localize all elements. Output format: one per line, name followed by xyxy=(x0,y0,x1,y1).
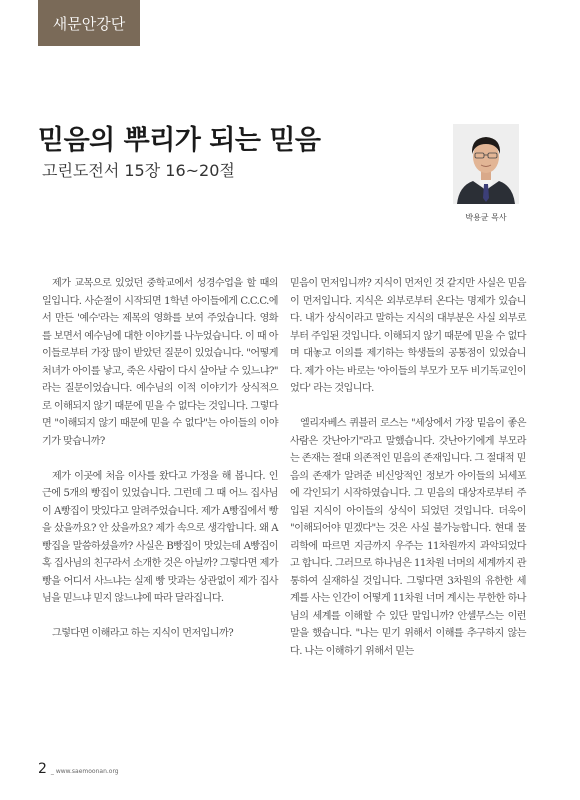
body-column-left xyxy=(42,275,278,643)
scripture-reference: 고린도전서 15장 16~20절 xyxy=(42,161,235,180)
page-number: 2 xyxy=(38,761,47,777)
body-column-right xyxy=(290,275,526,660)
paragraph: 엘리자베스 퀴블러 로스는 "세상에서 가장 밑음이 좋은 사람은 갓난아기"라고 말했습니다. 갓난아기에게 부모라는 존재는 절대 의존적인 믿음의 존재입니다. 그 절대적 믿음의 존재가 알려준 비신앙적인 정보가 아이들의 뇌세포에 각인되기 시작하였습니다. 그 믿음의 대상자로부터 주입된 지식이 아이들의 상식이 되었던 것입니다. 더욱이 "이해되어야 믿겠다"는 것은 사실 불가능합니다. 현대 물리학에 따르면 지금까지 우주는 11차원까지 과악되었다고 합니다. 그러므로 하나님은 11차원 너머의 세계까지 관통하여 실재하실 것입니다. 그렇다면 3차원의 유한한 세계를 사는 인간이 어떻게 11차원 너머 계시는 무한한 하나님의 세계를 이해할 수 있단 말입니까? 안셀무스는 이런 말을 했습니다. "나는 믿기 위해서 이해를 추구하지 않는다. 나는 이해하기 위해서 믿는 xyxy=(290,418,526,657)
author-name: 박용균 목사 xyxy=(465,213,507,222)
section-tab: 새문안강단 xyxy=(38,0,140,46)
page-footer xyxy=(38,761,119,777)
sermon-title: 믿음의 뿌리가 되는 믿음 xyxy=(38,125,321,156)
paragraph: 제가 교목으로 있었던 중학교에서 성경수업을 할 때의 일입니다. 사순절이 시작되면 1학년 아이들에게 C.C.C.에서 만든 '예수'라는 제목의 영화를 보여 주었습니다. 영화를 보면서 예수님에 대한 이야기를 나누었습니다. 이 때 아이들로부터 가장 많이 받았던 질문이 있었습니다. "어떻게 처녀가 아이를 낳고, 죽은 사람이 다시 살아날 수 있느냐?" 라는 질문이었습니다. 예수님의 이적 이야기가 상식적으로 이해되지 않기 때문에 믿을 수 없다는 것입니다. 그렇다면 "이해되지 않기 때문에 믿을 수 없다"는 아이들의 이야기가 맞습니까? xyxy=(42,278,278,447)
paragraph: 그렇다면 이해라고 하는 지식이 먼저입니까? xyxy=(52,628,234,639)
footer-url: _ www.saemoonan.org xyxy=(50,768,119,775)
author-portrait xyxy=(453,124,519,204)
paragraph: 제가 이곳에 처음 이사를 왔다고 가정을 해 봅니다. 인근에 5개의 빵집이 있었습니다. 그런데 그 때 어느 집사님이 A빵집이 맛있다고 알려주었습니다. 제가 A빵집에서 빵을 샀을까요? 안 샀을까요? 제가 속으로 생각합니다. 왜 A빵집을 말씀하셨을까? 사실은 B빵집이 맛있는데 A빵집이 혹 집사님의 친구라서 소개한 것은 아닐까? 그렇다면 제가 빵을 어디서 사느냐는 실제 빵 맛과는 상관없이 제가 집사님을 믿느냐 믿지 않느냐에 따라 달라집니다. xyxy=(42,470,278,604)
paragraph: 믿음이 먼저입니까? 지식이 먼저인 것 같지만 사실은 믿음이 먼저입니다. 지식은 외부로부터 온다는 명제가 있습니다. 내가 상식이라고 말하는 지식의 대부분은 사실 외부로부터 주입된 것입니다. 이해되지 않기 때문에 믿을 수 없다며 대놓고 이의를 제기하는 학생들의 공통점이 있었습니다. 제가 아는 바로는 '아이들의 부모가 모두 비기독교인이었다' 라는 것입니다. xyxy=(290,278,526,394)
